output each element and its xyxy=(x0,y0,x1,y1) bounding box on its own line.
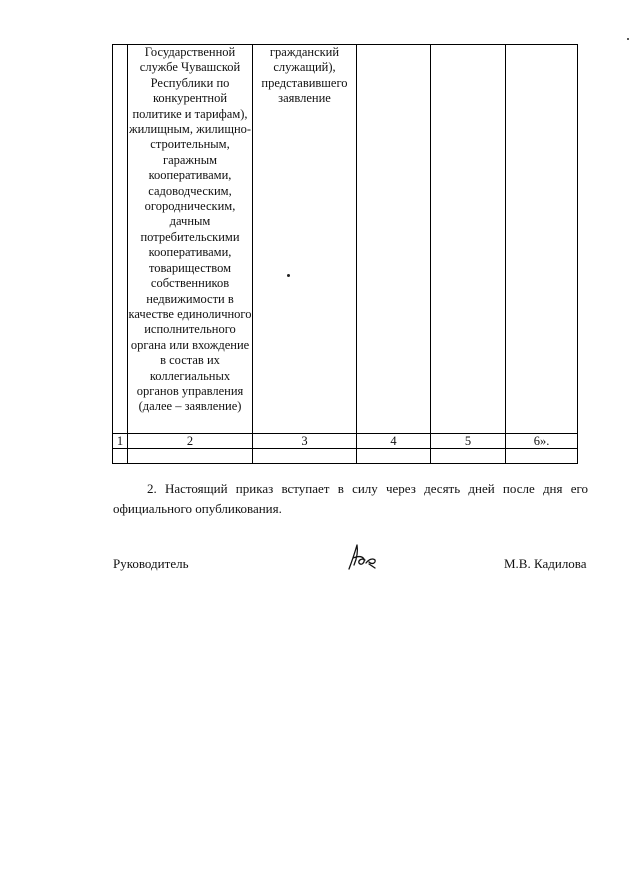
data-table xyxy=(112,44,578,464)
table-cell xyxy=(506,45,578,434)
signer-name: М.В. Кадилова xyxy=(504,556,587,571)
column-number: 3 xyxy=(253,434,357,449)
signer-role: Руководитель xyxy=(113,556,189,571)
column-number: 2 xyxy=(128,434,253,449)
table-cell xyxy=(128,449,253,464)
column-number: 5 xyxy=(431,434,506,449)
closing-paragraph: 2. Настоящий приказ вступает в силу через десять дней после дня его официального опубликования. xyxy=(113,481,588,516)
table-cell xyxy=(431,45,506,434)
column-number: 1 xyxy=(113,434,128,449)
scan-speck xyxy=(287,274,290,277)
table-row xyxy=(113,45,578,434)
handwritten-signature xyxy=(345,542,379,572)
table-cell xyxy=(113,45,128,434)
table-cell xyxy=(431,449,506,464)
column-number: 4 xyxy=(357,434,431,449)
table-cell-col2: Государственной службе Чувашской Республики по конкурентной политике и тарифам), жилищным, жилищно-строительным, гаражным кооперативами, садоводческим, огородническим, дачным потребительскими кооперативами, товариществом собственников недвижимости в качестве единоличного исполнительного органа или вхождение в состав их коллегиальных органов управления (далее – заявление) xyxy=(128,45,253,434)
table-cell xyxy=(357,45,431,434)
table-cell xyxy=(113,449,128,464)
table-cell xyxy=(506,449,578,464)
table-row-empty xyxy=(113,449,578,464)
table-cell xyxy=(357,449,431,464)
table-cell xyxy=(253,449,357,464)
table-row-numbers xyxy=(113,434,578,449)
column-number: 6». xyxy=(506,434,578,449)
scan-speck xyxy=(627,38,629,40)
table-cell-col3: гражданский служащий), представившего заявление xyxy=(253,45,357,434)
